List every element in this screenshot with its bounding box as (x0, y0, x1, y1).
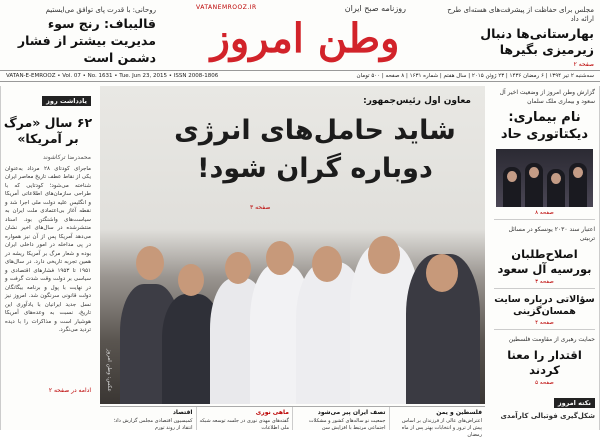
bottom-item[interactable] (100, 407, 196, 430)
left-column-byline: محمدرضا ترکاشوند (42, 153, 91, 161)
left-section-tag: یادداشت روز (42, 96, 91, 106)
left-column-body: ماجرای کودتای ۲۸ مرداد به‌عنوان یکی از نقاط عطف تاریخ معاصر ایران شناخته می‌شود؛ کودتایی که با طراحی سازمان‌های اطلاعاتی آمریکا و انگلیس علیه دولت ملی اجرا شد و نقطه آغاز بی‌اعتمادی ملت ایران به سیاست‌های واشنگتن بود. اسناد منتشرشده در سال‌های اخیر نشان می‌دهد آمریکا پس از آن نیز همواره در پی مداخله در امور داخلی ایران بوده و شعار مرگ بر آمریکا ریشه در همین تجربه تاریخی دارد. در سال‌های ۱۹۵۱ تا ۱۹۵۳ فشارهای اقتصادی و سیاسی بر دولت وقت شدت گرفت و در نهایت با پول و برنامه بیگانگان دولت قانونی سرنگون شد. امروز نیز نسل جدید ایرانیان با یادآوری این تاریخ، نسبت به وعده‌های آمریکا هوشیار است و مذاکرات را با دیده تردید می‌نگرد. (5, 165, 91, 334)
bottom-item-title: اقتصاد (172, 409, 193, 416)
top-left-teaser[interactable] (6, 6, 156, 67)
right-thumbnail-photo (496, 149, 593, 207)
right-blurb-1: گزارش وطن امروز از وضعیت اخیر آل سعود و بیماری ملک سلمان (499, 89, 595, 105)
masthead (170, 0, 440, 68)
left-column (0, 86, 95, 430)
right-ref-4: صفحه ۵ (535, 380, 554, 387)
person-face (312, 246, 342, 282)
dateline-latin: VATAN-E-EMROOZ • Vol. 07 • No. 1631 • Tue. Jun 23, 2015 • ISSN 2008-1806 (6, 73, 219, 79)
person-face (368, 236, 400, 274)
left-column-headline[interactable]: ۶۲ سال «مرگ بر آمریکا» (3, 115, 93, 147)
bottom-item-text: جمعیت نو ساله‌های کشور و مشکلات اجتماعی مرتبط با افزایش سن (308, 417, 386, 431)
right-headline-2[interactable]: اصلاح‌طلبان بورسیه آل سعود (497, 246, 592, 276)
divider (494, 288, 595, 289)
right-footer-headline[interactable]: شکل‌گیری فوتبالی کارآمدی (500, 412, 595, 421)
bottom-item[interactable] (389, 407, 486, 439)
bottom-item-title: تصف ایران پیر می‌شود (317, 409, 386, 416)
divider (494, 219, 595, 220)
main-story[interactable] (100, 86, 485, 404)
divider (494, 329, 595, 330)
top-right-page-ref: صفحه ۲ (573, 61, 594, 69)
main-story-headline: شاید حامل‌های انرژی دوباره گران شود! (174, 115, 456, 184)
right-blurb-3: حمایت رهبری از مقاومت فلسطین (508, 336, 595, 344)
newspaper-logo: وطن امروز (210, 15, 400, 62)
right-section-tag: نکته امروز (554, 398, 595, 408)
main-story-kicker: معاون اول رئیس‌جمهور: (363, 96, 471, 106)
person-face (426, 254, 458, 292)
person-face (136, 246, 164, 280)
right-headline-3[interactable]: سؤالاتی درباره سایت همسان‌گزینی (494, 293, 595, 317)
thumb-figure (503, 167, 521, 207)
left-tag-row (1, 86, 95, 109)
top-left-kicker: روحانی: با قدرت پای توافق می‌ایستیم (45, 6, 156, 14)
top-right-kicker: مجلس برای حفاظت از پیشرفت‌های هسته‌ای طرح ارائه داد (447, 6, 594, 23)
bottom-strip (100, 406, 485, 439)
bottom-item-title: ماهی نوری (255, 409, 289, 416)
dateline-persian: سه‌شنبه ۲ تیر ۱۳۹۴ | ۶ رمضان ۱۴۳۶ | ۲۳ ژوئن ۲۰۱۵ | سال هفتم | شماره ۱۶۳۱ | ۸ صفحه | ۵۰۰ تومان (356, 73, 594, 79)
top-right-teaser[interactable] (434, 6, 594, 68)
bottom-item[interactable] (196, 407, 293, 430)
person-face (225, 252, 251, 284)
thumb-figure (569, 163, 587, 207)
thumb-figure (525, 163, 543, 207)
person-face (178, 264, 204, 296)
right-column (490, 86, 600, 430)
dateline (0, 70, 600, 82)
right-ref-2: صفحه ۳ (535, 278, 554, 285)
masthead-url: VATANEMROOZ.IR (196, 4, 257, 11)
right-tag-row (490, 386, 599, 409)
person-face (266, 241, 294, 275)
right-ref-1: صفحه ۸ (535, 209, 554, 216)
left-column-more-link[interactable]: ادامه در صفحه ۲ (48, 386, 91, 394)
right-headline-4[interactable]: اقتدار را معنا کردند (507, 348, 582, 378)
bottom-item-title: فلسطین و یمن (436, 409, 482, 416)
top-left-headline: قالیباف: رنج سوء مدیریت بیشتر از فشار دشمن است (17, 16, 156, 66)
thumb-figure (547, 169, 565, 207)
right-headline-1[interactable]: نام بیماری: دیکتاتوری حاد (500, 110, 589, 142)
top-right-headline: بهارستانی‌ها دنبال زیرمیزی بگیرها (480, 25, 594, 58)
right-ref-3: صفحه ۴ (535, 320, 554, 327)
bottom-item[interactable] (292, 407, 389, 430)
bottom-item-text: کمیسیون اقتصادی مجلس گزارش داد؛ انتقاد از روند تورم (113, 417, 193, 431)
main-story-page-ref: صفحه ۳ (250, 204, 271, 211)
bottom-item-text: گفته‌های مهدی نوری در جلسه توسعه شبکه ملی اطلاعات (199, 417, 289, 431)
bottom-item-text: اعتراض‌های عالی از فرزندان بر اساس پیش از ترور و انتخابات بهتر پس از ماه رمضان (401, 417, 482, 439)
right-blurb-2: اعتبار سند ۲۰۳۰ یونسکو در مسائل تربیتی (508, 225, 595, 242)
masthead-daily-label: روزنامه صبح ایران (344, 4, 406, 13)
photo-credit: عکس: وطن امروز (106, 349, 112, 392)
